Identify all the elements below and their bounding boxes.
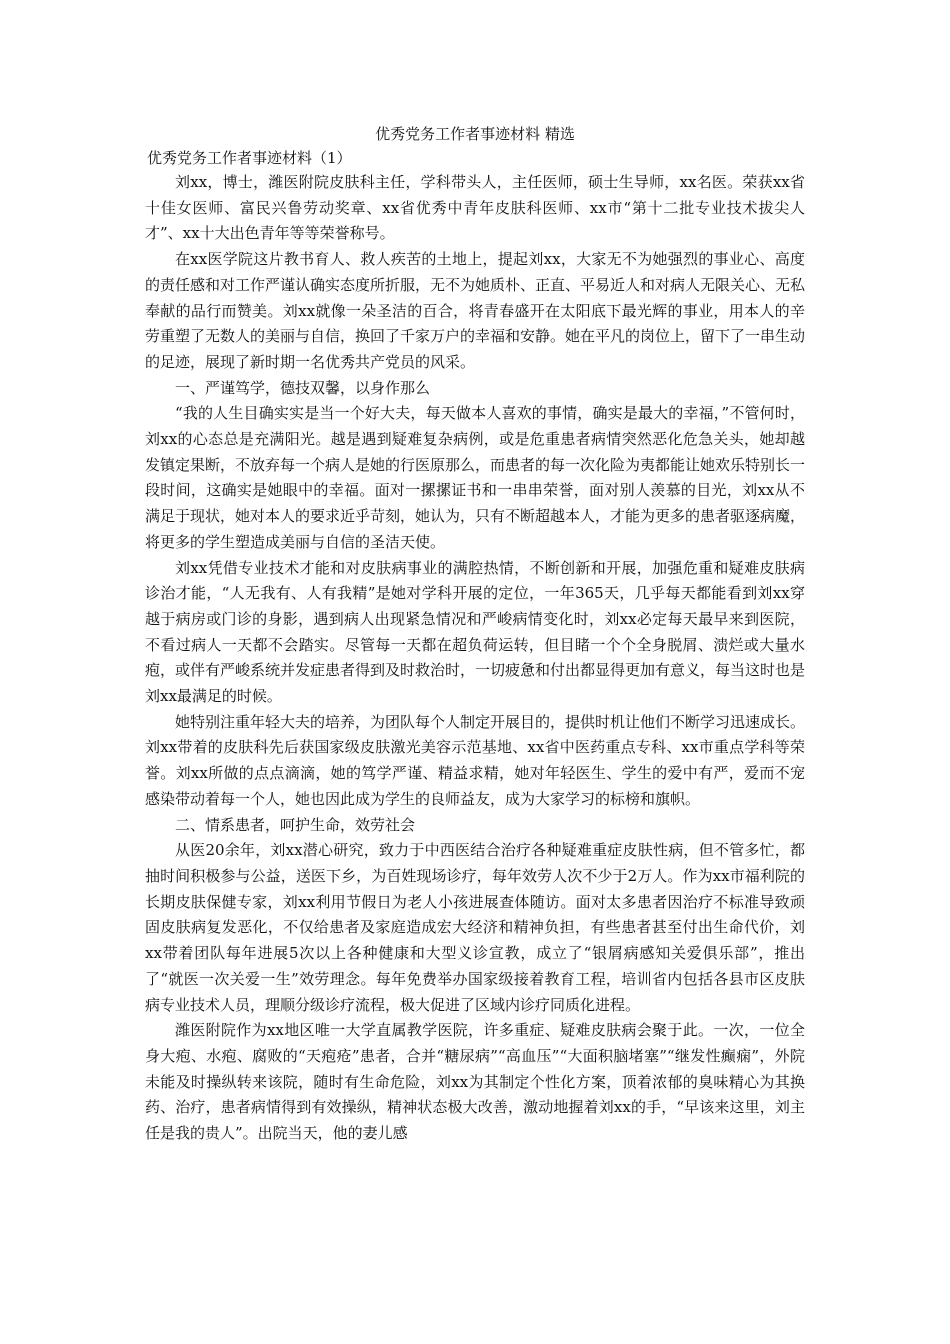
paragraph-overview: 在xx医学院这片教书育人、救人疾苦的土地上，提起刘xx，大家无不为她强烈的事业心、高度的责任感和对工作严谨认确实态度所折服，无不为她质朴、正直、平易近人和对病人无限关心、无私奉献的品行而赞美。刘xx就像一朵圣洁的百合，将青春盛开在太阳底下最光辉的事业，用本人的辛劳重塑了无数人的美丽与自信，换回了千家万户的幸福和安静。她在平凡的岗位上，留下了一串生动的足迹，展现了新时期一名优秀共产党员的风采。 [145,250,806,371]
section-heading-2: 二、情系患者，呵护生命，效劳社会 [175,815,416,834]
document-page [145,122,805,1147]
document-title: 优秀党务工作者事迹材料 精选 [375,125,575,143]
paragraph-intro: 刘xx，博士，潍医附院皮肤科主任，学科带头人，主任医师，硕士生导师，xx名医。荣获xx省十佳女医师、富民兴鲁劳动奖章、xx省优秀中青年皮肤科医师、xx市“第十二批专业技术拔尖人才”、xx十大出色青年等等荣誉称号。 [145,173,805,243]
section-heading-1: 一、严谨笃学，德技双馨，以身作那么 [175,378,431,397]
paragraph-section1-c: 她特别注重年轻大夫的培养，为团队每个人制定开展目的，提供时机让他们不断学习迅速成长。刘xx带着的皮肤科先后获国家级皮肤激光美容示范基地、xx省中医药重点专科、xx市重点学科等荣誉。刘xx所做的点点滴滴，她的笃学严谨、精益求精，她对年轻医生、学生的爱中有严，爱而不宠感染带动着每一个人，她也因此成为学生的良师益友，成为大家学习的标榜和旗帜。 [145,712,806,808]
paragraph-section2-b: 潍医附院作为xx地区唯一大学直属教学医院，许多重症、疑难皮肤病会聚于此。一次，一位全身大疱、水疱、腐败的“天疱疮”患者，合并“糖尿病”“高血压”“大面积脑堵塞”“继发性癫痫”，外院未能及时操纵转来该院，随时有生命危险，刘xx为其制定个性化方案，顶着浓郁的臭味精心为其换药、治疗，患者病情得到有效操纵，精神状态极大改善，激动地握着刘xx的手，“早该来这里，刘主任是我的贵人”。出院当天，他的妻儿感 [145,1021,805,1143]
paragraph-section2-a: 从医20余年，刘xx潜心研究，致力于中西医结合治疗各种疑难重症皮肤性病，但不管多忙，都抽时间积极参与公益，送医下乡，为百姓现场诊疗，每年效劳人次不少于2万人。作为xx市福利院的长期皮肤保健专家，刘xx利用节假日为老人小孩进展查体随访。面对太多患者因治疗不标准导致顽固皮肤病复发恶化，不仅给患者及家庭造成宏大经济和精神负担，有些患者甚至付出生命代价，刘xx带着团队每年进展5次以上各种健康和大型义诊宣教，成立了“银屑病感知关爱俱乐部”，推出了“就医一次关爱一生”效劳理念。每年免费举办国家级接着教育工程，培训省内包括各县市区皮肤病专业技术人员，理顺分级诊疗流程，极大促进了区域内诊疗同质化进程。 [145,841,805,1014]
document-subtitle: 优秀党务工作者事迹材料（1） [147,149,352,167]
paragraph-section1-a: “我的人生目确实实是当一个好大夫，每天做本人喜欢的事情，确实是最大的幸福，”不管何时，刘xx的心态总是充满阳光。越是遇到疑难复杂病例，或是危重患者病情突然恶化危急关头，她却越发镇定果断，不放弃每一个病人是她的行医原那么，而患者的每一次化险为夷都能让她欢乐特别长一段时间，这确实是她眼中的幸福。面对一摞摞证书和一串串荣誉，面对别人羡慕的目光，刘xx从不满足于现状，她对本人的要求近乎苛刻，她认为，只有不断超越本人，才能为更多的患者驱逐病魔，将更多的学生塑造成美丽与自信的圣洁天使。 [145,404,806,551]
paragraph-section1-b: 刘xx凭借专业技术才能和对皮肤病事业的满腔热情，不断创新和开展，加强危重和疑难皮肤病诊治才能，“人无我有、人有我精”是她对学科开展的定位，一年365天，几乎每天都能看到刘xx穿越于病房或门诊的身影，遇到病人出现紧急情况和严峻病情变化时，刘xx必定每天最早来到医院，不看过病人一天都不会踏实。尽管每一天都在超负荷运转，但目睹一个个全身脱屑、溃烂或大量水疱，或伴有严峻系统并发症患者得到及时救治时，一切疲惫和付出都显得更加有意义，每当这时也是刘xx最满足的时候。 [145,558,806,706]
